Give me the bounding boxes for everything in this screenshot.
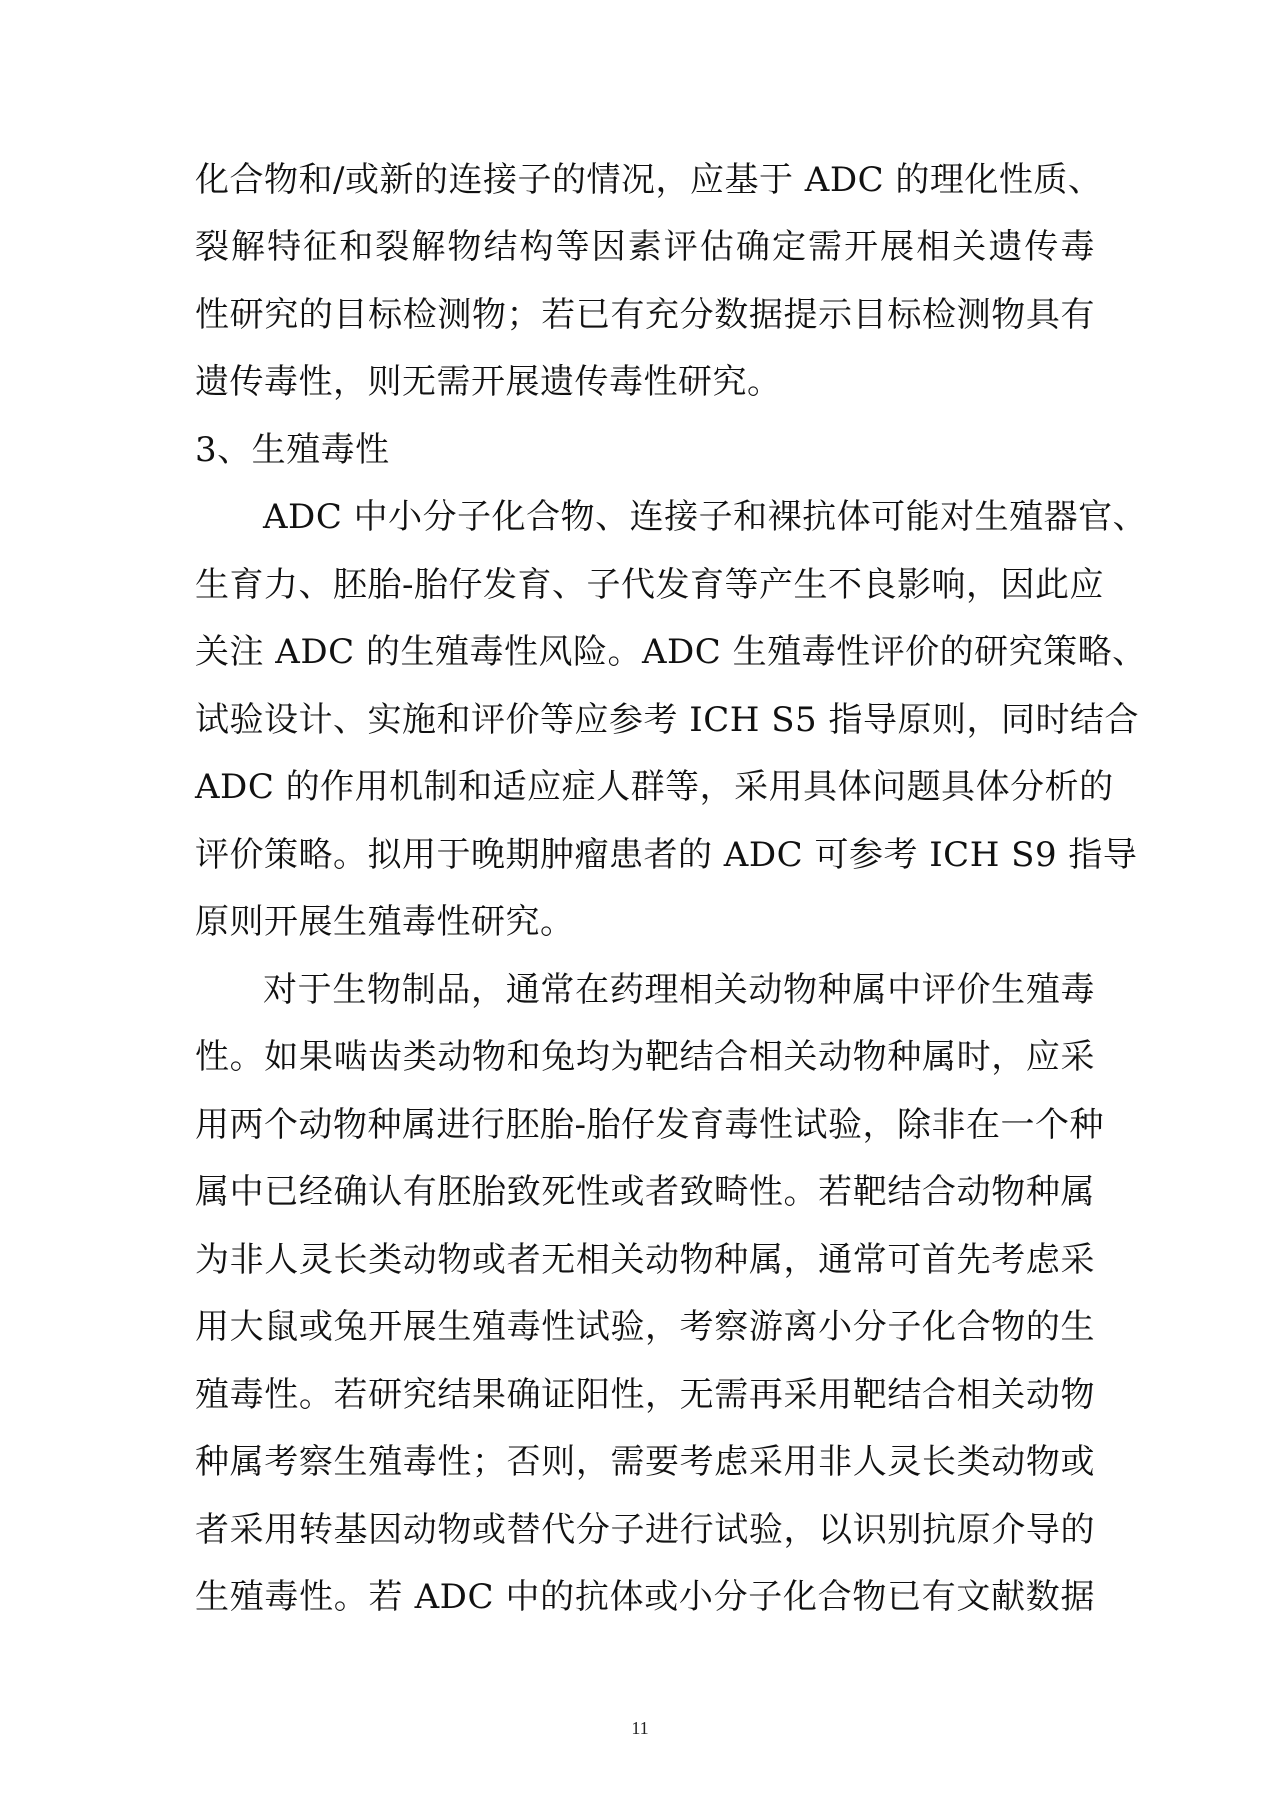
text-line-19: 殖毒性。若研究结果确证阳性，无需再采用靶结合相关动物	[195, 1375, 1095, 1415]
text-line-20: 种属考察生殖毒性；否则，需要考虑采用非人灵长类动物或	[195, 1442, 1095, 1482]
section-heading: 3、生殖毒性	[195, 430, 390, 470]
page-number: 11	[631, 1718, 649, 1738]
text-line-11: 评价策略。拟用于晚期肿瘤患者的 ADC 可参考 ICH S9 指导	[195, 835, 1138, 875]
text-line-1: 化合物和/或新的连接子的情况，应基于 ADC 的理化性质、	[195, 160, 1103, 200]
text-line-18: 用大鼠或兔开展生殖毒性试验，考察游离小分子化合物的生	[195, 1307, 1095, 1347]
text-line-15: 用两个动物种属进行胚胎-胎仔发育毒性试验，除非在一个种	[195, 1105, 1104, 1145]
text-line-7: 生育力、胚胎-胎仔发育、子代发育等产生不良影响，因此应	[195, 565, 1104, 605]
text-line-3: 性研究的目标检测物；若已有充分数据提示目标检测物具有	[195, 295, 1095, 335]
text-line-4: 遗传毒性，则无需开展遗传毒性研究。	[195, 362, 782, 402]
text-line-16: 属中已经确认有胚胎致死性或者致畸性。若靶结合动物种属	[195, 1172, 1095, 1212]
text-line-8: 关注 ADC 的生殖毒性风险。ADC 生殖毒性评价的研究策略、	[195, 632, 1147, 672]
text-line-21: 者采用转基因动物或替代分子进行试验，以识别抗原介导的	[195, 1510, 1095, 1550]
text-line-22: 生殖毒性。若 ADC 中的抗体或小分子化合物已有文献数据	[195, 1577, 1095, 1617]
text-line-2: 裂解特征和裂解物结构等因素评估确定需开展相关遗传毒	[195, 227, 1095, 267]
text-line-13: 对于生物制品，通常在药理相关动物种属中评价生殖毒	[263, 970, 1095, 1010]
text-line-10: ADC 的作用机制和适应症人群等，采用具体问题具体分析的	[195, 767, 1114, 807]
text-line-9: 试验设计、实施和评价等应参考 ICH S5 指导原则，同时结合	[195, 700, 1139, 740]
text-line-14: 性。如果啮齿类动物和兔均为靶结合相关动物种属时，应采	[195, 1037, 1095, 1077]
text-line-12: 原则开展生殖毒性研究。	[195, 902, 575, 942]
text-line-6: ADC 中小分子化合物、连接子和裸抗体可能对生殖器官、	[263, 497, 1148, 537]
text-line-17: 为非人灵长类动物或者无相关动物种属，通常可首先考虑采	[195, 1240, 1095, 1280]
